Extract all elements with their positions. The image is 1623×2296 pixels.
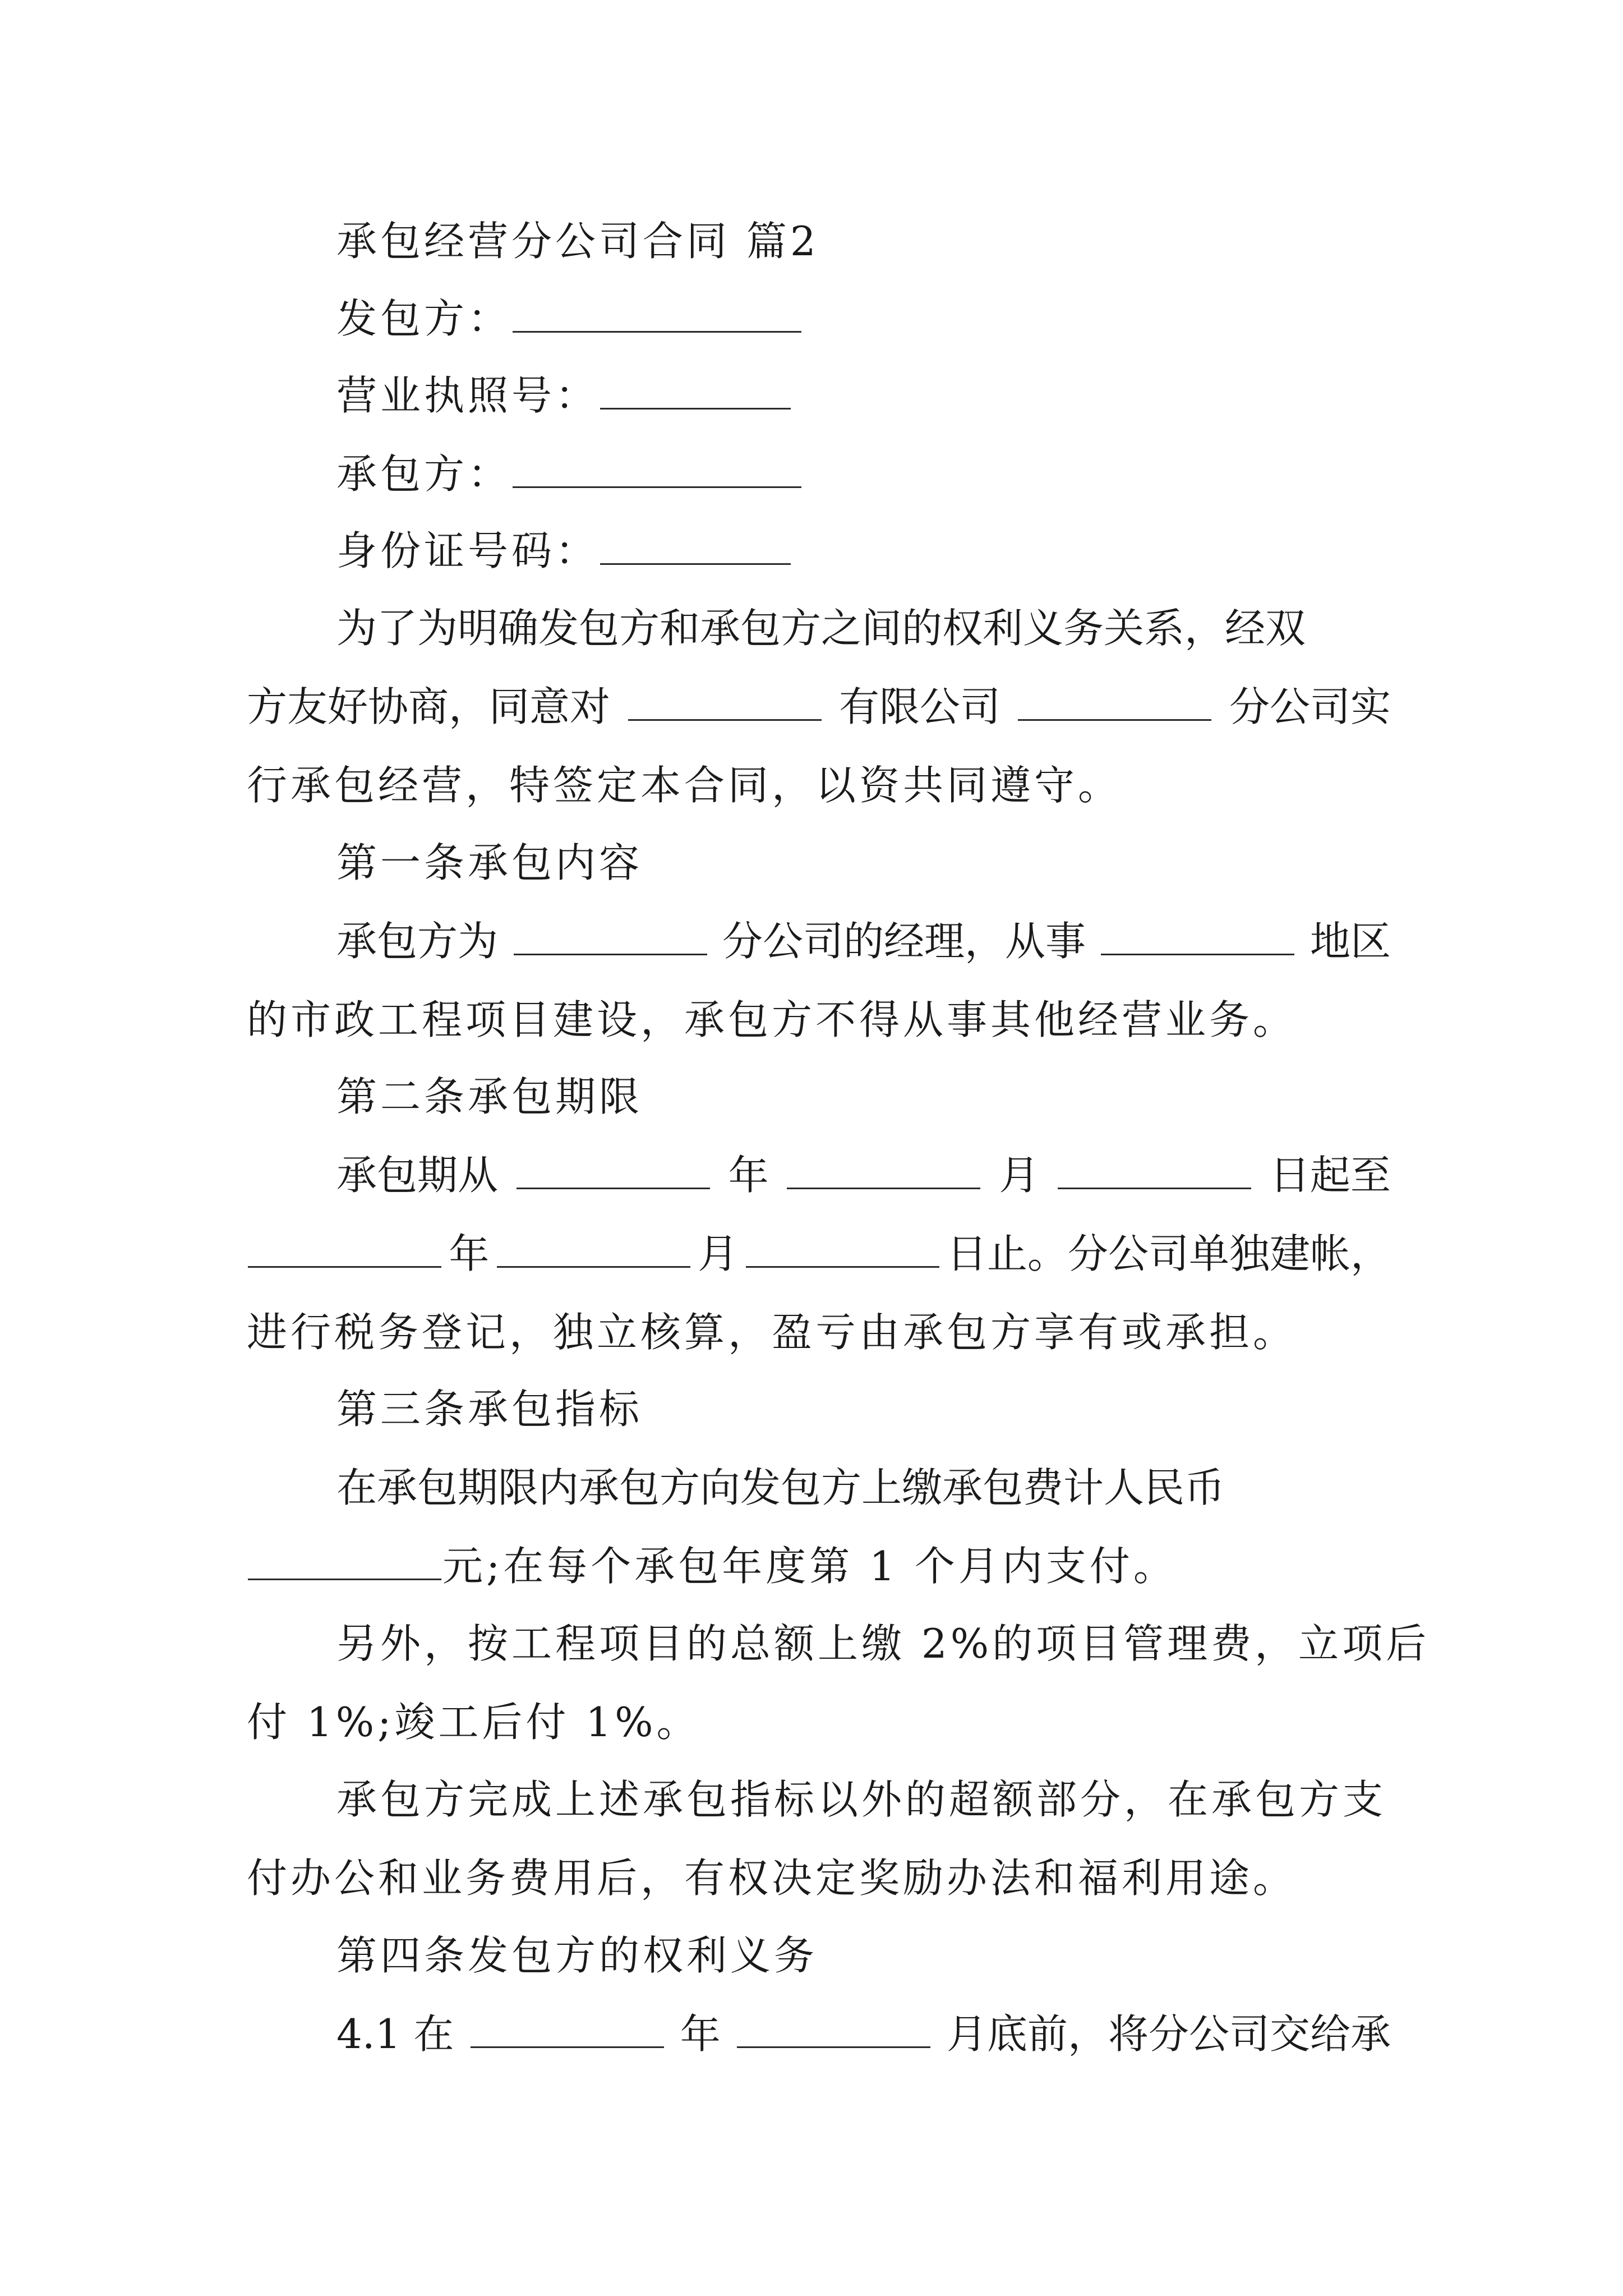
- license-blank: [600, 367, 791, 409]
- party-a-blank: [513, 291, 801, 333]
- art2-text-a: 承包期从: [336, 1152, 499, 1199]
- article-3-para-3-line-2: 付办公和业务费用后，有权决定奖励办法和福利用途。: [247, 1855, 1297, 1902]
- article-1-heading: 第一条承包内容: [336, 839, 643, 886]
- art4-month-blank: [737, 2006, 930, 2048]
- intro-text-2a: 方友好协商，同意对: [247, 683, 611, 730]
- start-day-blank: [1058, 1147, 1251, 1189]
- art1-branch-blank: [514, 913, 707, 955]
- intro-line-3: 行承包经营，特签定本合同，以资共同遵守。: [247, 762, 1122, 809]
- intro-text-2c: 分公司实: [1229, 683, 1391, 730]
- party-b-label: 承包方：: [336, 450, 512, 498]
- article-1-line-2: 的市政工程项目建设，承包方不得从事其他经营业务。: [247, 996, 1297, 1043]
- intro-text-1: 为了为明确发包方和承包方之间的权利义务关系，经双: [336, 605, 1306, 652]
- article-3-line-2: [247, 1538, 1391, 1594]
- article-3-line-1: [336, 1460, 1391, 1516]
- art1-text-a: 承包方为: [336, 918, 499, 965]
- license-label: 营业执照号：: [336, 372, 600, 419]
- art2-end-year-label: 年: [449, 1230, 490, 1277]
- article-3-para-2-line-1: 另外，按工程项目的总额上缴 2%的项目管理费，立项后: [336, 1620, 1430, 1667]
- end-month-blank: [497, 1226, 690, 1268]
- art2-end-month-label: 月: [698, 1230, 739, 1277]
- fee-amount-blank: [248, 1538, 441, 1580]
- start-year-blank: [517, 1147, 710, 1189]
- art3-text-1: 在承包期限内承包方向发包方上缴承包费计人民币: [336, 1464, 1225, 1511]
- art1-region-blank: [1101, 913, 1294, 955]
- end-year-blank: [248, 1226, 441, 1268]
- art1-text-c: 地区: [1310, 918, 1391, 965]
- art4-text-a: 4.1 在: [336, 2010, 454, 2058]
- article-2-heading: 第二条承包期限: [336, 1073, 643, 1120]
- end-day-blank: [746, 1226, 939, 1268]
- article-2-line-3: 进行税务登记，独立核算，盈亏由承包方享有或承担。: [247, 1309, 1297, 1356]
- article-4-heading: 第四条发包方的权利义务: [336, 1932, 818, 1979]
- document-title: 承包经营分公司合同 篇2: [336, 218, 819, 265]
- license-field: [336, 367, 1391, 424]
- party-b-field: [336, 446, 1391, 502]
- start-month-blank: [787, 1147, 980, 1189]
- id-label: 身份证号码：: [336, 527, 600, 574]
- intro-text-2b: 有限公司: [838, 683, 1000, 730]
- art4-year-label: 年: [680, 2010, 721, 2058]
- article-2-line-2: [247, 1226, 1391, 1282]
- party-a-field: [336, 291, 1391, 347]
- party-b-blank: [513, 446, 801, 488]
- article-2-line-1: [336, 1147, 1391, 1203]
- article-4-line-1: [336, 2006, 1391, 2062]
- art3-text-2: 元;在每个承包年度第 1 个月内支付。: [442, 1543, 1177, 1590]
- art2-text-d: 日起至: [1269, 1152, 1391, 1199]
- party-a-label: 发包方：: [336, 295, 512, 342]
- intro-line-2: [247, 679, 1391, 735]
- art2-text-end: 日止。分公司单独建帐，: [946, 1230, 1391, 1277]
- branch-blank: [1018, 679, 1211, 721]
- art1-text-b: 分公司的经理，从事: [722, 918, 1086, 965]
- article-3-para-3-line-1: 承包方完成上述承包指标以外的超额部分，在承包方支: [336, 1776, 1387, 1823]
- company-blank: [628, 679, 822, 721]
- art2-month-label: 月: [999, 1152, 1040, 1199]
- article-3-para-2-line-2: 付 1%;竣工后付 1%。: [247, 1699, 700, 1746]
- article-3-heading: 第三条承包指标: [336, 1386, 643, 1433]
- art4-text-c: 月底前，将分公司交给承: [946, 2010, 1391, 2058]
- intro-line-1: [336, 600, 1391, 656]
- id-field: [336, 523, 1391, 579]
- id-blank: [600, 523, 791, 565]
- art2-year-label: 年: [728, 1152, 769, 1199]
- art4-year-blank: [471, 2006, 664, 2048]
- article-1-line-1: [336, 913, 1391, 969]
